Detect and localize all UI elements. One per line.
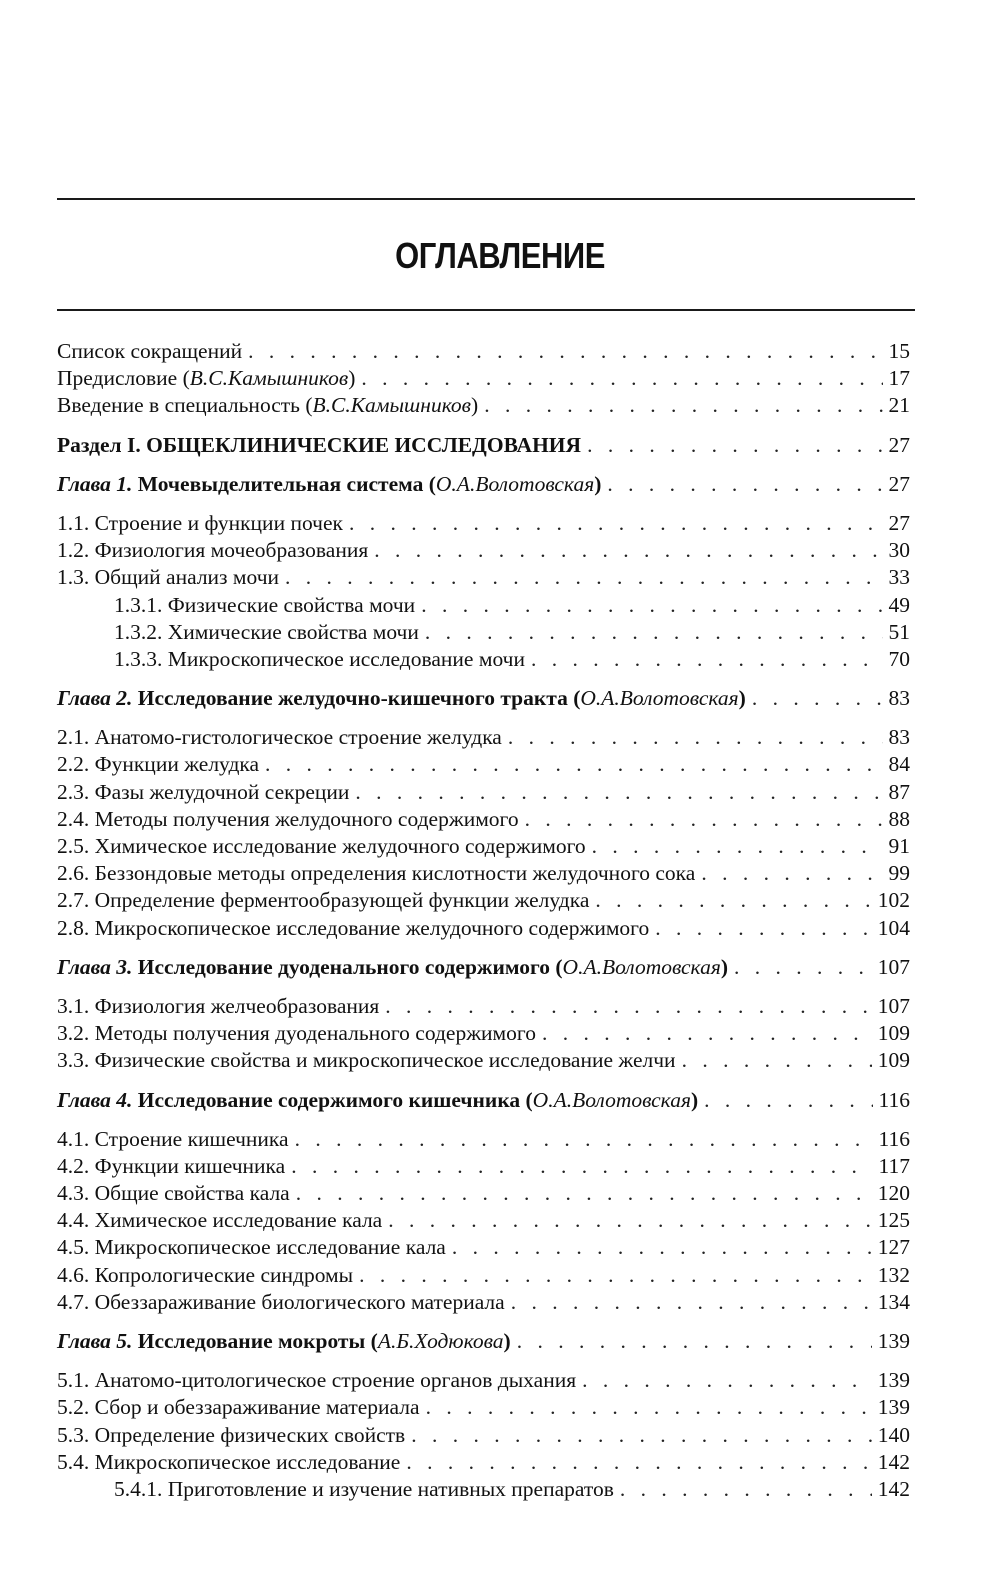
leader-dots — [752, 685, 883, 712]
toc-entry[interactable]: 2.6. Беззондовые методы определения кислотности желудочного сока . . . 99 — [57, 860, 910, 887]
page-number: 27 — [888, 510, 910, 535]
table-of-contents — [57, 338, 910, 1503]
page-number: 140 — [877, 1422, 910, 1447]
page-number: 139 — [877, 1329, 910, 1353]
page-number: 88 — [888, 806, 910, 831]
leader-dots — [248, 338, 882, 365]
bottom-rule — [57, 309, 915, 311]
page-title: ОГЛАВЛЕНИЕ — [395, 235, 605, 276]
page-number: 109 — [877, 1048, 910, 1073]
page-number: 15 — [888, 339, 910, 363]
page-number: 91 — [888, 834, 910, 858]
toc-chapter-3[interactable]: Глава 3. Исследование дуоденального содержимого (О.А.Волотовская) . . . 107 — [57, 954, 910, 981]
leader-dots — [355, 779, 882, 806]
toc-entry[interactable]: 2.2. Функции желудка . . . 84 — [57, 751, 910, 778]
page-number: 30 — [888, 538, 910, 563]
page-number: 117 — [878, 1153, 910, 1178]
chapter-label: Глава 3. — [57, 954, 133, 979]
page-number: 125 — [877, 1208, 910, 1233]
page-number: 116 — [878, 1087, 910, 1112]
author: О.А.Волотовская — [435, 471, 595, 496]
author: А.Б.Ходюкова — [377, 1329, 504, 1353]
leader-dots — [426, 1394, 872, 1421]
toc-entry[interactable]: 4.4. Химическое исследование кала . . . 125 — [57, 1207, 910, 1234]
page-number: 87 — [888, 779, 910, 804]
toc-entry[interactable]: 1.3.1. Физические свойства мочи . . . 49 — [57, 592, 910, 619]
leader-dots — [587, 432, 882, 459]
toc-entry[interactable]: 2.7. Определение ферментообразующей функции желудка . . . 102 — [57, 887, 910, 914]
toc-section-1[interactable]: Раздел I. ОБЩЕКЛИНИЧЕСКИЕ ИССЛЕДОВАНИЯ . . . 27 — [57, 432, 910, 459]
toc-entry[interactable]: 4.1. Строение кишечника . . . 116 — [57, 1126, 910, 1153]
toc-entry[interactable]: 1.3.3. Микроскопическое исследование мочи . . . 70 — [57, 646, 910, 673]
page-number: 17 — [888, 366, 910, 391]
page-number: 27 — [888, 471, 910, 496]
toc-entry[interactable]: 2.1. Анатомо-гистологическое строение желудка . . . 83 — [57, 724, 910, 751]
toc-entry[interactable]: 2.4. Методы получения желудочного содержимого . . . 88 — [57, 806, 910, 833]
leader-dots — [531, 646, 883, 673]
page-number: 27 — [888, 432, 910, 457]
toc-entry[interactable]: 2.3. Фазы желудочной секреции . . . 87 — [57, 779, 910, 806]
toc-chapter-5[interactable]: Глава 5. Исследование мокроты (А.Б.Ходюкова) . . . 139 — [57, 1328, 910, 1355]
author: В.С.Камышников — [189, 366, 349, 391]
leader-dots — [291, 1153, 872, 1180]
leader-dots — [620, 1476, 872, 1503]
page-number: 21 — [888, 393, 910, 418]
chapter-label: Глава 1. — [57, 471, 133, 496]
chapter-label: Глава 4. — [57, 1087, 133, 1112]
toc-entry[interactable]: 1.3.2. Химические свойства мочи . . . 51 — [57, 619, 910, 646]
toc-entry[interactable]: 1.2. Физиология мочеобразования . . . 30 — [57, 537, 910, 564]
page-number: 84 — [888, 752, 910, 777]
author: О.А.Волотовская — [580, 686, 739, 711]
leader-dots — [508, 724, 883, 751]
toc-chapter-1[interactable]: Глава 1. Мочевыделительная система (О.А.Волотовская) . . . 27 — [57, 471, 910, 498]
leader-dots — [682, 1047, 872, 1074]
chapter-label: Глава 2. — [57, 686, 133, 711]
leader-dots — [385, 993, 871, 1020]
top-rule — [57, 198, 915, 200]
leader-dots — [295, 1126, 873, 1153]
toc-entry[interactable]: 5.3. Определение физических свойств . . . 140 — [57, 1422, 910, 1449]
page-number: 107 — [877, 954, 910, 979]
toc-chapter-2[interactable]: Глава 2. Исследование желудочно-кишечного тракта (О.А.Волотовская) . . . 83 — [57, 685, 910, 712]
page-number: 99 — [888, 861, 910, 886]
leader-dots — [361, 365, 882, 392]
page-number: 116 — [878, 1126, 910, 1151]
toc-entry-preface[interactable]: Предисловие (В.С.Камышников) . . . 17 — [57, 365, 910, 392]
toc-entry[interactable]: 5.4.1. Приготовление и изучение нативных препаратов . . . 142 — [57, 1476, 910, 1503]
toc-entry-introduction[interactable]: Введение в специальность (В.С.Камышников) . . . 21 — [57, 392, 910, 419]
page-number: 139 — [877, 1368, 910, 1393]
page-number: 139 — [877, 1395, 910, 1420]
leader-dots — [411, 1422, 872, 1449]
page-number: 49 — [888, 592, 910, 617]
leader-dots — [517, 1328, 872, 1355]
toc-entry[interactable]: 2.8. Микроскопическое исследование желудочного содержимого . . . 104 — [57, 915, 910, 942]
toc-entry[interactable]: 3.2. Методы получения дуоденального содержимого . . . 109 — [57, 1020, 910, 1047]
toc-entry[interactable]: 5.1. Анатомо-цитологическое строение органов дыхания . . . 139 — [57, 1367, 910, 1394]
leader-dots — [484, 392, 882, 419]
author: О.А.Волотовская — [532, 1087, 691, 1112]
leader-dots — [542, 1020, 872, 1047]
page-number: 142 — [877, 1476, 910, 1501]
leader-dots — [525, 806, 883, 833]
toc-entry[interactable]: 5.4. Микроскопическое исследование . . . 142 — [57, 1449, 910, 1476]
page-number: 83 — [888, 686, 910, 711]
page-number: 102 — [877, 888, 910, 913]
page-number: 70 — [888, 646, 910, 671]
leader-dots — [349, 510, 883, 537]
page-number: 109 — [877, 1021, 910, 1046]
toc-entry[interactable]: 4.3. Общие свойства кала . . . 120 — [57, 1180, 910, 1207]
leader-dots — [511, 1289, 872, 1316]
page-number: 107 — [877, 993, 910, 1018]
author: В.С.Камышников — [312, 393, 472, 418]
toc-entry[interactable]: 1.3. Общий анализ мочи . . . 33 — [57, 564, 910, 591]
leader-dots — [592, 833, 883, 860]
leader-dots — [388, 1207, 872, 1234]
toc-entry[interactable]: 4.7. Обеззараживание биологического материала . . . 134 — [57, 1289, 910, 1316]
leader-dots — [452, 1234, 872, 1261]
toc-entry[interactable]: 3.1. Физиология желчеобразования . . . 107 — [57, 993, 910, 1020]
toc-entry[interactable]: 5.2. Сбор и обеззараживание материала . . . 139 — [57, 1394, 910, 1421]
toc-entry[interactable]: 3.3. Физические свойства и микроскопическое исследование желчи . . . 109 — [57, 1047, 910, 1074]
page-number: 83 — [888, 725, 910, 750]
toc-entry[interactable]: 2.5. Химическое исследование желудочного содержимого . . . 91 — [57, 833, 910, 860]
page-number: 142 — [877, 1449, 910, 1474]
toc-entry[interactable]: 4.6. Копрологические синдромы . . . 132 — [57, 1262, 910, 1289]
leader-dots — [582, 1367, 872, 1394]
toc-entry[interactable]: 1.1. Строение и функции почек . . . 27 — [57, 510, 910, 537]
leader-dots — [701, 860, 882, 887]
leader-dots — [655, 915, 872, 942]
page-number: 104 — [877, 915, 910, 940]
leader-dots — [595, 887, 871, 914]
leader-dots — [285, 564, 882, 591]
page-number: 127 — [877, 1235, 910, 1260]
leader-dots — [421, 592, 882, 619]
leader-dots — [296, 1180, 872, 1207]
chapter-label: Глава 5. — [57, 1329, 133, 1353]
toc-entry[interactable]: 4.5. Микроскопическое исследование кала . . . 127 — [57, 1234, 910, 1261]
toc-entry[interactable]: 4.2. Функции кишечника . . . 117 — [57, 1153, 910, 1180]
leader-dots — [374, 537, 882, 564]
page-number: 120 — [877, 1181, 910, 1206]
page-number: 134 — [877, 1289, 910, 1314]
toc-entry-abbreviations[interactable]: Список сокращений . . . 15 — [57, 338, 910, 365]
leader-dots — [704, 1087, 872, 1114]
author: О.А.Волотовская — [562, 954, 721, 979]
leader-dots — [734, 954, 872, 981]
leader-dots — [406, 1449, 871, 1476]
page-number: 33 — [888, 565, 910, 590]
page-number: 132 — [877, 1262, 910, 1287]
leader-dots — [359, 1262, 872, 1289]
toc-chapter-4[interactable]: Глава 4. Исследование содержимого кишечника (О.А.Волотовская) . . . 116 — [57, 1087, 910, 1114]
leader-dots — [607, 471, 882, 498]
leader-dots — [425, 619, 883, 646]
leader-dots — [265, 751, 882, 778]
page-number: 51 — [888, 619, 910, 644]
